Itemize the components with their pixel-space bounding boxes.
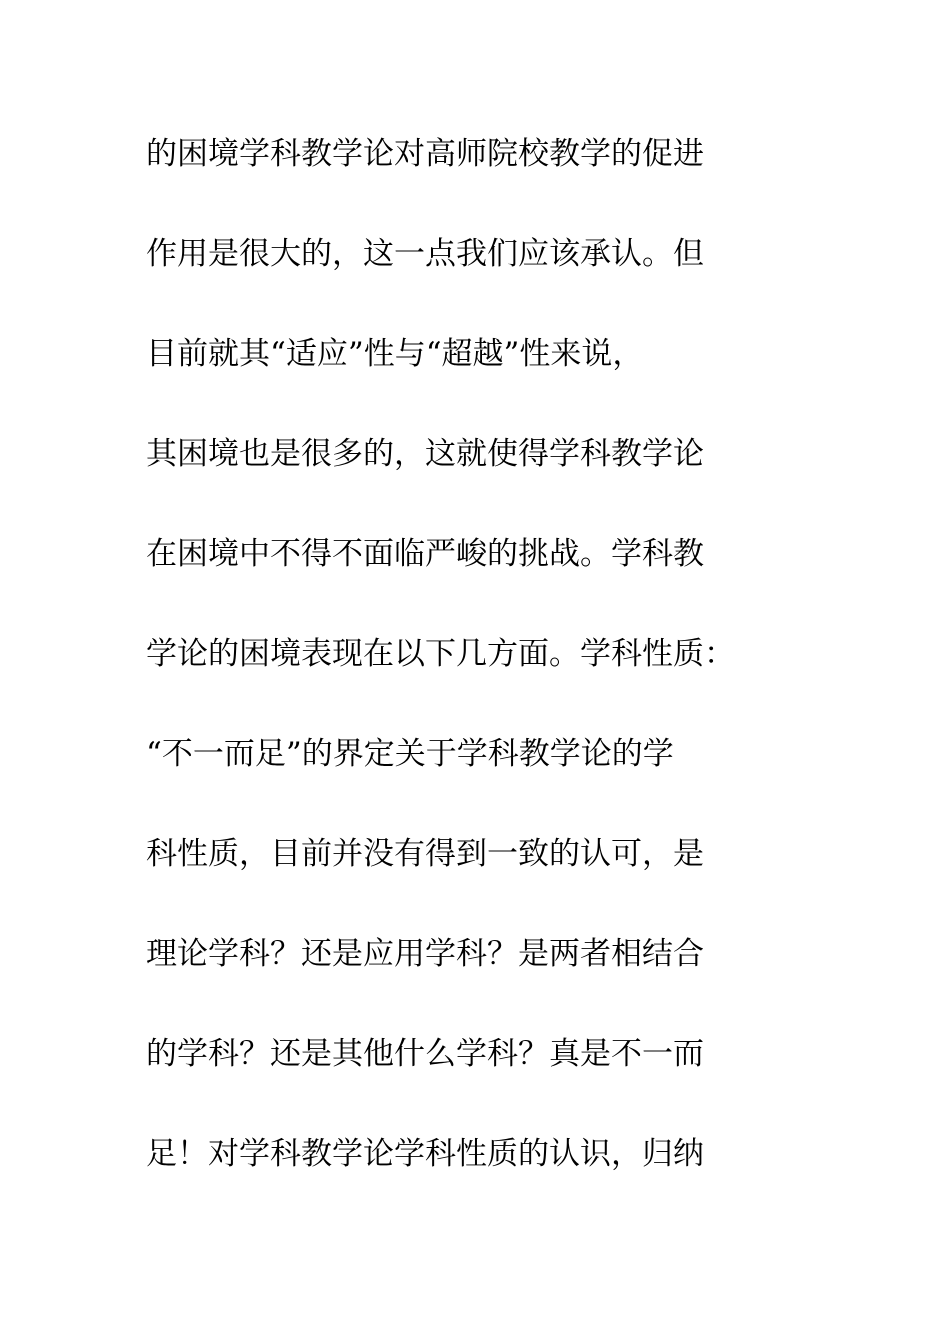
text-line: 在困境中不得不面临严峻的挑战。学科教 [146,536,704,572]
body-text [146,124,806,1224]
text-line: 目前就其“适应”性与“超越”性来说， [146,336,644,372]
text-line: 其困境也是很多的，这就使得学科教学论 [146,436,704,472]
text-line: 的学科？还是其他什么学科？真是不一而 [146,1036,704,1072]
text-line: “不一而足”的界定关于学科教学论的学 [146,736,674,772]
text-line: 足！对学科教学论学科性质的认识，归纳 [146,1136,704,1172]
text-line: 的困境学科教学论对高师院校教学的促进 [146,136,704,172]
text-line: 科性质，目前并没有得到一致的认可，是 [146,836,704,872]
text-line: 作用是很大的，这一点我们应该承认。但 [146,236,704,272]
text-line: 理论学科？还是应用学科？是两者相结合 [146,936,704,972]
text-line: 学论的困境表现在以下几方面。学科性质： [146,636,735,672]
